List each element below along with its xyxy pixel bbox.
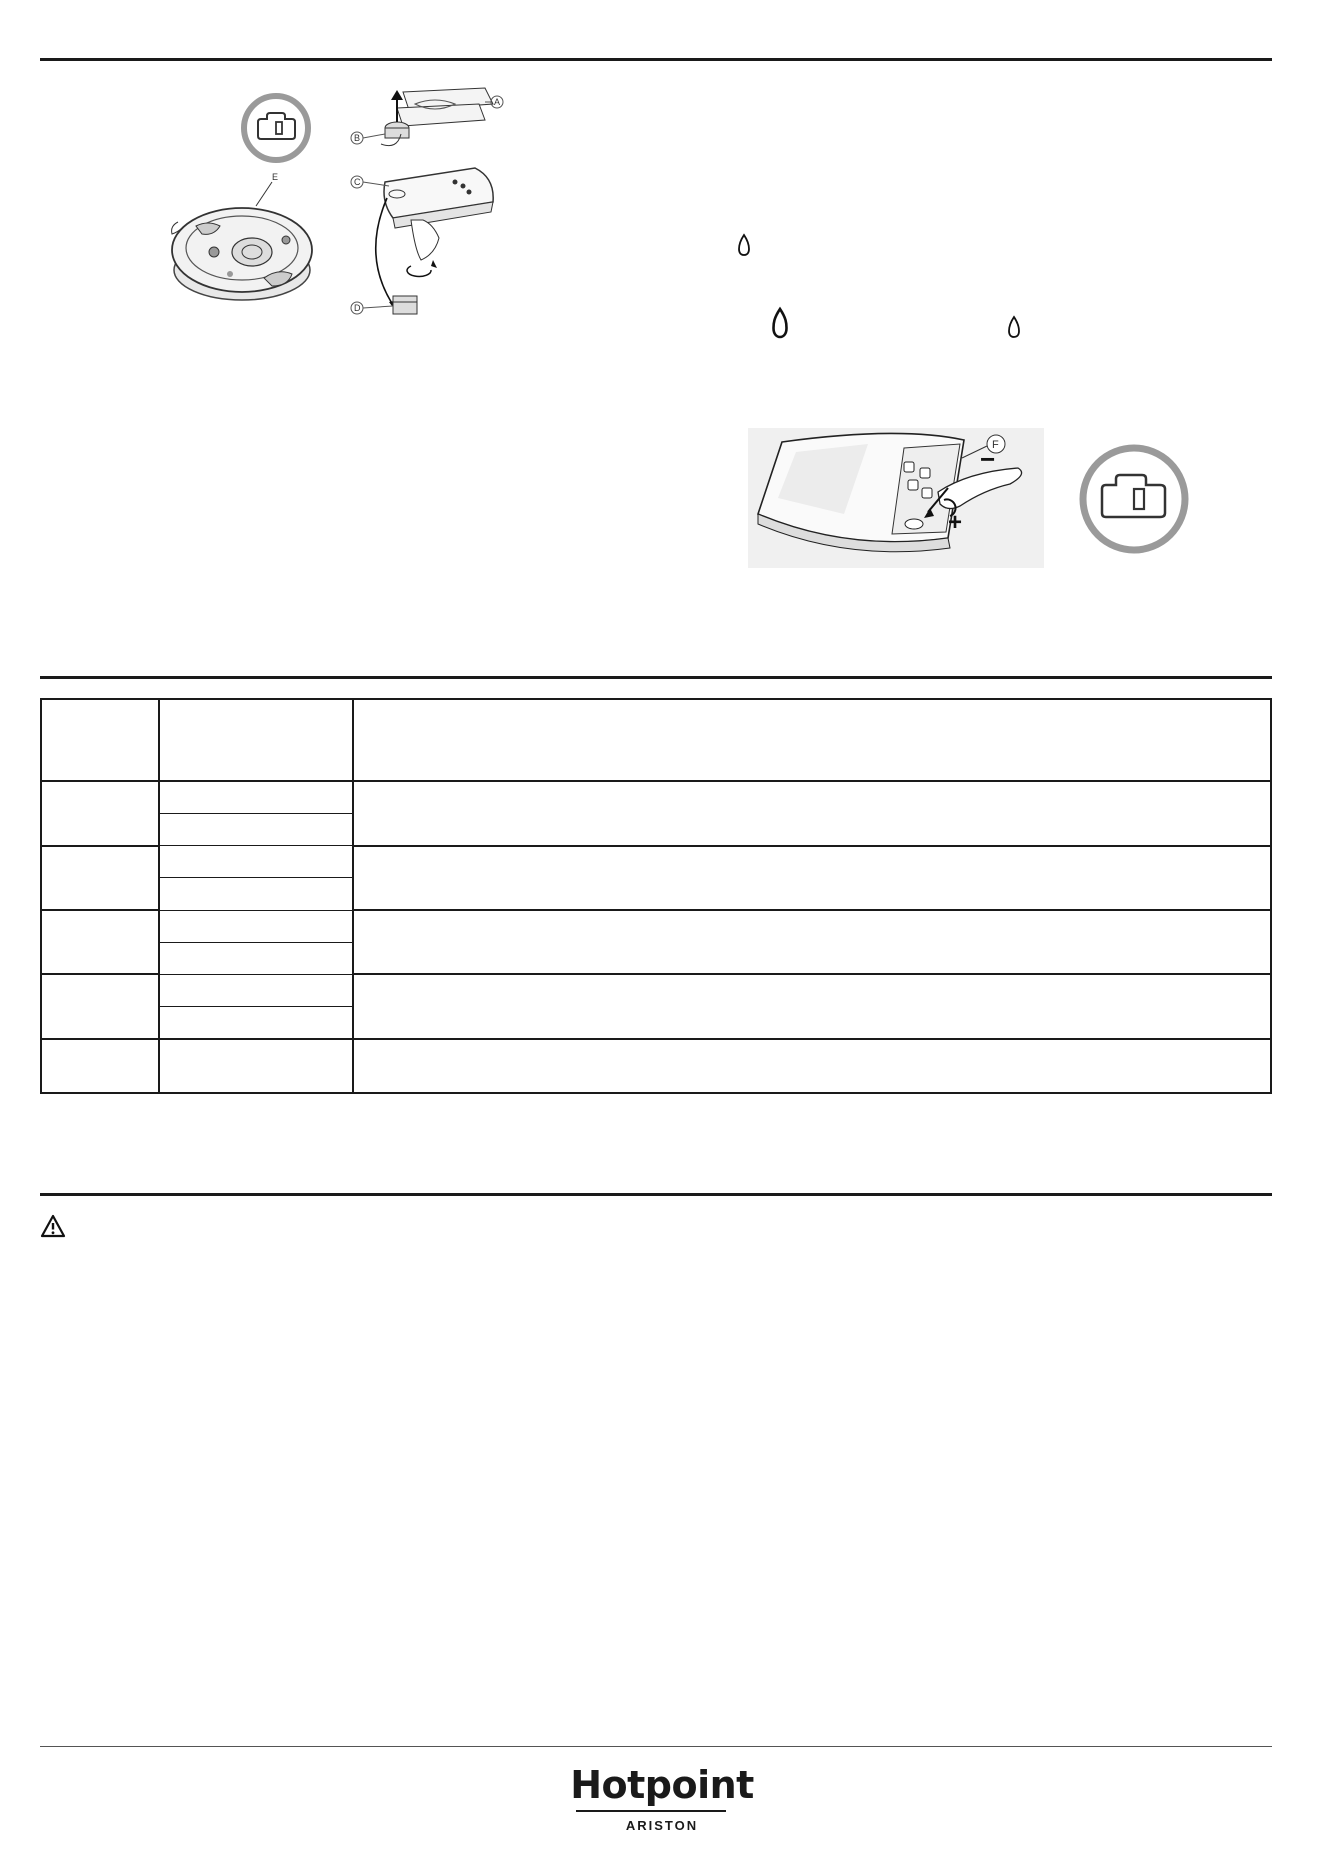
table-cell [41, 910, 159, 974]
section-rule-top [40, 58, 1272, 61]
callout-f: F [992, 439, 999, 451]
table-cell [159, 1039, 353, 1093]
table-header-cell [159, 699, 353, 781]
section-rule-lower [40, 1193, 1272, 1196]
callout-d: D [354, 303, 361, 313]
hob-exploded-illustration [345, 82, 515, 322]
brand-logo: Hotpoint [570, 1763, 754, 1807]
table-cell [159, 814, 353, 846]
table-cell [353, 974, 1271, 1038]
table-cell [159, 974, 353, 1006]
glove-icon [240, 92, 312, 164]
warning-triangle-icon [40, 1214, 66, 1238]
callout-b: B [354, 133, 361, 143]
section-rule-middle [40, 676, 1272, 679]
flame-icon [738, 234, 750, 256]
table-cell [159, 781, 353, 813]
brand-sub-logo: ARISTON [625, 1818, 699, 1833]
table-cell [41, 846, 159, 910]
table-header-cell [41, 699, 159, 781]
minus-sign: − [980, 444, 996, 474]
table-cell [41, 781, 159, 845]
flame-icon [772, 308, 788, 338]
table-header-cell [353, 699, 1271, 781]
table-cell [159, 910, 353, 942]
glove-icon [1078, 443, 1190, 555]
callout-c: C [354, 177, 361, 187]
table-cell [353, 846, 1271, 910]
callout-a: A [494, 97, 501, 107]
brand-logo-divider [576, 1810, 726, 1812]
table-cell [41, 1039, 159, 1093]
burner-table [40, 698, 1272, 1094]
plus-sign: + [948, 509, 963, 536]
burner-illustration [160, 170, 320, 320]
table-cell [159, 1007, 353, 1039]
table-cell [353, 781, 1271, 845]
hob-adjustment-illustration [748, 428, 1044, 568]
table-cell [353, 1039, 1271, 1093]
table-cell [159, 846, 353, 878]
table-cell [159, 942, 353, 974]
table-cell [353, 910, 1271, 974]
callout-e: E [272, 172, 279, 182]
table-cell [41, 974, 159, 1038]
footer-rule [40, 1746, 1272, 1747]
flame-icon [1008, 316, 1020, 338]
table-cell [159, 878, 353, 910]
